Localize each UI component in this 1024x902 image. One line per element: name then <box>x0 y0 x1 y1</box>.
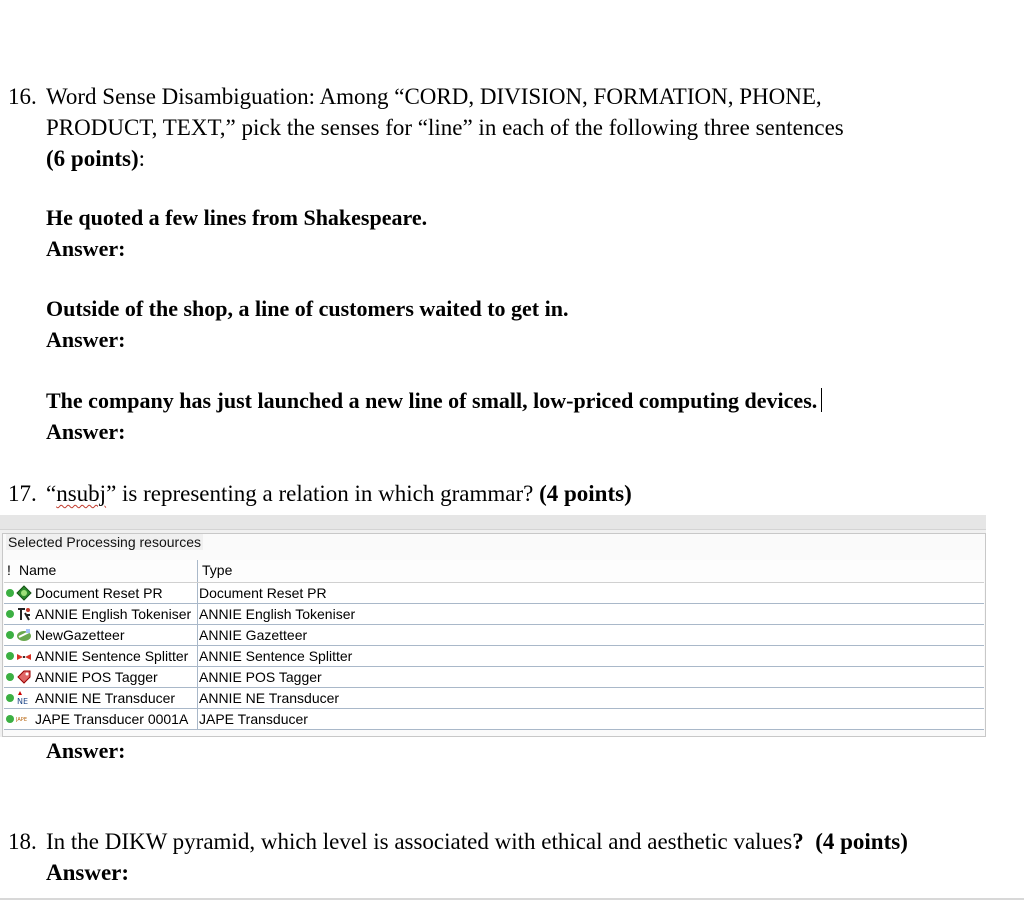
row-type: ANNIE Gazetteer <box>199 627 308 643</box>
answer-label: Answer: <box>46 327 126 352</box>
panel-toolbar <box>0 515 986 530</box>
resources-table <box>4 560 984 730</box>
points-label: (4 points) <box>539 481 632 506</box>
pos-tagger-icon <box>16 669 32 685</box>
column-separator <box>197 667 198 687</box>
question-number: 18. <box>8 829 37 854</box>
row-name: ANNIE Sentence Splitter <box>35 648 189 664</box>
answer-label: Answer: <box>46 419 126 444</box>
column-name[interactable]: Name <box>19 562 57 578</box>
table-row[interactable] <box>4 646 984 667</box>
text-cursor <box>821 388 822 412</box>
status-dot <box>6 652 14 660</box>
question-mark: ? <box>792 829 804 854</box>
sentence-text: Outside of the shop, a line of customers waited to get in. <box>46 296 569 321</box>
status-dot <box>6 631 14 639</box>
row-type: Document Reset PR <box>199 585 327 601</box>
group-title: Selected Processing resources <box>8 534 201 550</box>
page-bottom-rule <box>0 898 1024 900</box>
answer-label: Answer: <box>46 860 130 885</box>
question-text-line2: PRODUCT, TEXT,” pick the senses for “line” in each of the following three sentences <box>46 115 844 140</box>
question-16 <box>8 81 1008 174</box>
column-separator <box>197 688 198 708</box>
selected-resources-group <box>2 533 986 737</box>
open-quote: “ <box>46 481 57 506</box>
question-number: 16. <box>8 84 37 109</box>
table-row[interactable] <box>4 604 984 625</box>
column-type[interactable]: Type <box>202 562 233 578</box>
processing-resources-screenshot <box>0 515 986 737</box>
row-type: JAPE Transducer <box>199 711 308 727</box>
row-type: ANNIE Sentence Splitter <box>199 648 353 664</box>
document-reset-icon <box>16 585 32 601</box>
gazetteer-icon <box>16 627 32 643</box>
sentence-3 <box>46 385 822 447</box>
row-name: ANNIE NE Transducer <box>35 690 176 706</box>
status-dot <box>6 715 14 723</box>
row-type: ANNIE English Tokeniser <box>199 606 356 622</box>
question-text: In the DIKW pyramid, which level is associated with ethical and aesthetic values <box>46 829 793 854</box>
row-name: NewGazetteer <box>35 627 125 643</box>
table-row[interactable] <box>4 625 984 646</box>
ne-badge: NE <box>17 697 29 706</box>
status-dot <box>6 673 14 681</box>
splitter-icon <box>16 648 32 664</box>
column-separator <box>197 560 198 582</box>
table-row[interactable] <box>4 688 984 709</box>
ne-transducer-icon <box>16 690 32 706</box>
sentence-1 <box>46 202 427 264</box>
question-18 <box>8 826 1008 888</box>
table-row[interactable] <box>4 583 984 604</box>
question-text: ” is representing a relation in which grammar? <box>106 481 540 506</box>
status-dot <box>6 694 14 702</box>
column-separator <box>197 646 198 666</box>
sentence-2 <box>46 293 568 355</box>
answer-17 <box>46 735 125 766</box>
points-label: (6 points) <box>46 146 139 171</box>
answer-label: Answer: <box>46 236 126 261</box>
sentence-text: The company has just launched a new line of small, low-priced computing devices. <box>46 388 818 413</box>
term-nsubj: nsubj <box>56 481 107 506</box>
row-name: ANNIE English Tokeniser <box>35 606 192 622</box>
points-label: (4 points) <box>815 829 908 854</box>
question-text-line1: Word Sense Disambiguation: Among “CORD, DIVISION, FORMATION, PHONE, <box>46 84 822 109</box>
column-separator <box>197 709 198 729</box>
sentence-text: He quoted a few lines from Shakespeare. <box>46 205 428 230</box>
row-name: Document Reset PR <box>35 585 163 601</box>
question-number: 17. <box>8 481 37 506</box>
status-dot <box>6 610 14 618</box>
column-separator <box>197 625 198 645</box>
row-type: ANNIE POS Tagger <box>199 669 322 685</box>
question-17 <box>8 478 1008 509</box>
column-separator <box>197 583 198 603</box>
column-separator <box>197 604 198 624</box>
tokeniser-icon <box>16 606 32 622</box>
status-dot <box>6 589 14 597</box>
table-row[interactable] <box>4 667 984 688</box>
answer-label: Answer: <box>46 738 126 763</box>
column-flag[interactable]: ! <box>7 562 11 578</box>
table-row[interactable] <box>4 709 984 730</box>
row-name: ANNIE POS Tagger <box>35 669 158 685</box>
jape-badge: JAPE <box>16 717 27 723</box>
row-type: ANNIE NE Transducer <box>199 690 340 706</box>
colon: : <box>138 146 146 171</box>
jape-icon <box>16 711 32 727</box>
row-name: JAPE Transducer 0001A <box>35 711 189 727</box>
table-header <box>4 560 984 583</box>
